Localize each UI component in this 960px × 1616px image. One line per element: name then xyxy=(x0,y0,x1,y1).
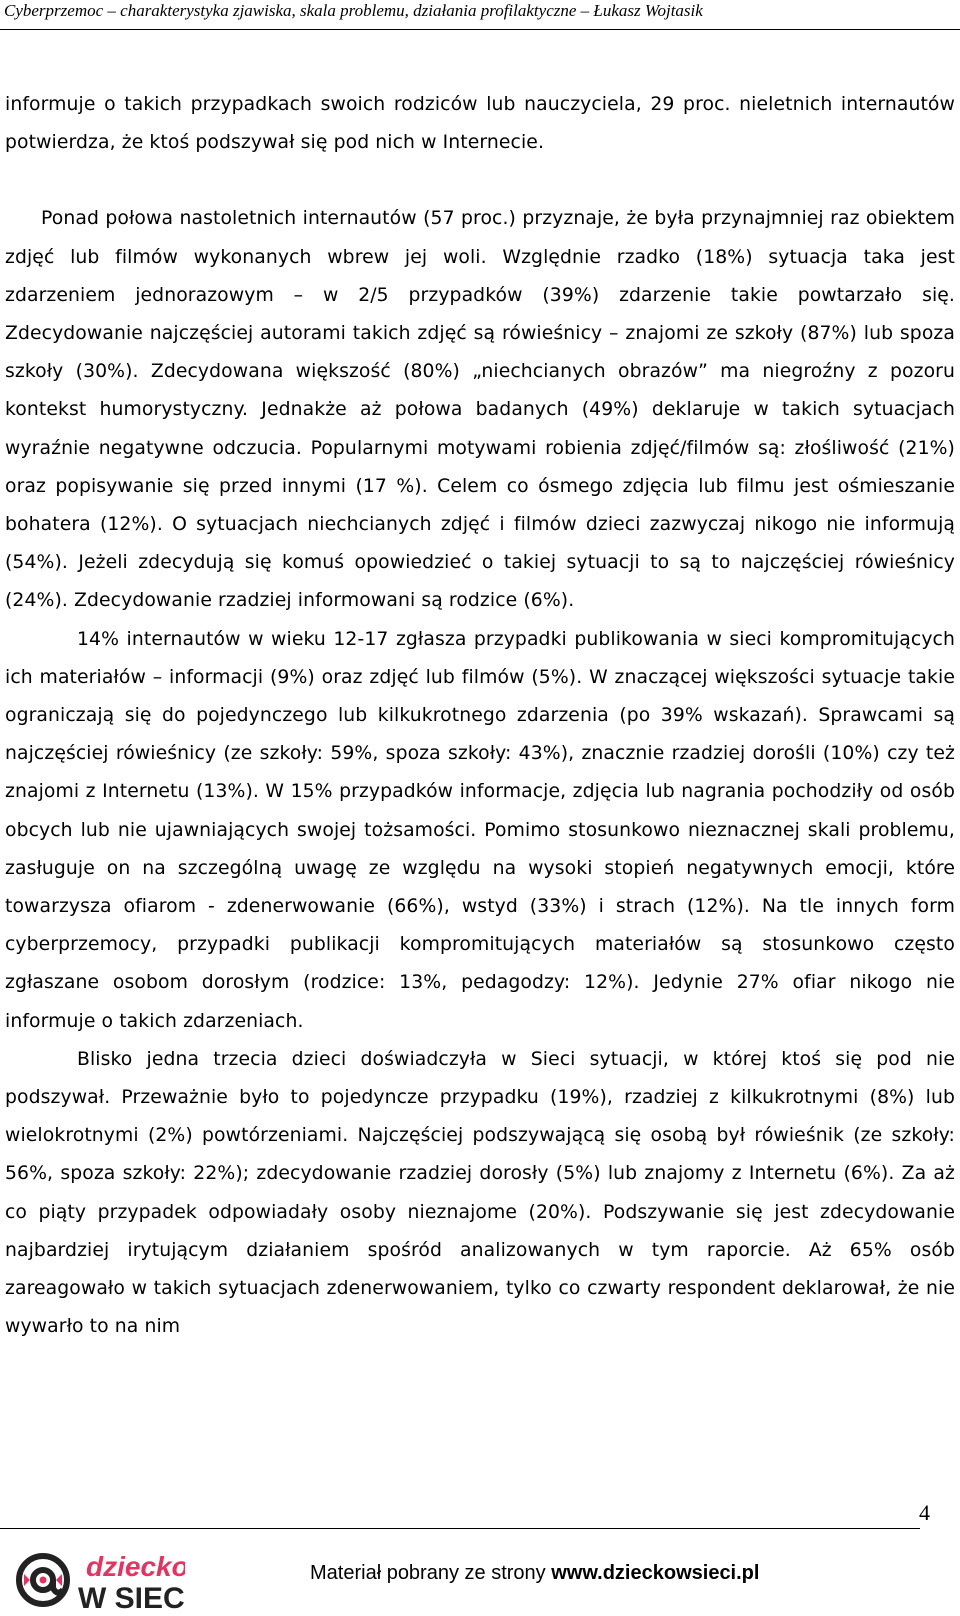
footer-rule xyxy=(0,1528,920,1529)
dziecko-w-sieci-logo xyxy=(10,1546,185,1612)
at-sign-icon xyxy=(19,1556,67,1604)
page-number: 4 xyxy=(919,1500,930,1525)
document-body xyxy=(5,86,955,1347)
logo-wordmark-bottom: W SIECI xyxy=(78,1582,185,1612)
footer-note xyxy=(310,1562,759,1585)
paragraph-gap xyxy=(5,162,955,200)
running-header-title: Cyberprzemoc – charakterystyka zjawiska, skala problemu, działania profilaktyczne – Łukasz Wojtasik xyxy=(4,1,703,20)
header-rule xyxy=(0,29,960,30)
paragraph: Blisko jedna trzecia dzieci doświadczyła w Sieci sytuacji, w której ktoś się pod nie podszywał. Przeważnie było to pojedyncze przypadku (19%), rzadziej z kilkukrotnymi (8%) lub wielokrotnymi (2%) powtórzeniami. Najczęściej podszywającą się osobą był rówieśnik (ze szkoły: 56%, spoza szkoły: 22%); zdecydowanie rzadziej dorosły (5%) lub znajomy z Internetu (6%). Za aż co piąty przypadek odpowiadały osoby nieznajome (20%). Podszywanie się jest zdecydowanie najbardziej irytującym działaniem spośród analizowanych w tym raporcie. Aż 65% osób zareagowało w takich sytuacjach zdenerwowaniem, tylko co czwarty respondent deklarował, że nie wywarło to na nim xyxy=(5,1048,955,1338)
paragraph: Ponad połowa nastoletnich internautów (57 proc.) przyznaje, że była przynajmniej raz obiektem zdjęć lub filmów wykonanych wbrew jej woli. Względnie rzadko (18%) sytuacja taka jest zdarzeniem jednorazowym – w 2/5 przypadków (39%) zdarzenie takie powtarzało się. Zdecydowanie najczęściej autorami takich zdjęć są rówieśnicy – znajomi ze szkoły (87%) lub spoza szkoły (30%). Zdecydowana większość (80%) „niechcianych obrazów” ma niegroźny z pozoru kontekst humorystyczny. Jednakże aż połowa badanych (49%) deklaruje w takich sytuacjach wyraźnie negatywne odczucia. Popularnymi motywami robienia zdjęć/filmów są: złośliwość (21%) oraz popisywanie się przed innymi (17 %). Celem co ósmego zdjęcia lub filmu jest ośmieszanie bohatera (12%). O sytuacjach niechcianych zdjęć i filmów dzieci zazwyczaj nikogo nie informują (54%). Jeżeli zdecydują się komuś opowiedzieć o takiej sytuacji to są to najczęściej rówieśnicy (24%). Zdecydowanie rzadziej informowani są rodzice (6%). xyxy=(5,208,955,612)
footer-note-prefix: Materiał pobrany ze strony xyxy=(310,1562,552,1584)
paragraph: informuje o takich przypadkach swoich rodziców lub nauczyciela, 29 proc. nieletnich internautów potwierdza, że ktoś podszywał się pod nich w Internecie. xyxy=(5,94,955,154)
paragraph: 14% internautów w wieku 12-17 zgłasza przypadki publikowania w sieci kompromitujących ich materiałów – informacji (9%) oraz zdjęć lub filmów (5%). W znaczącej większości sytuacje takie ograniczają się do pojedynczego lub kilkukrotnego zdarzenia (po 39% wskazań). Sprawcami są najczęściej rówieśnicy (ze szkoły: 59%, spoza szkoły: 43%), znacznie rzadziej dorośli (10%) czy też znajomi z Internetu (13%). W 15% przypadków informacje, zdjęcia lub nagrania pochodziły od osób obcych lub nie ujawniających swojej tożsamości. Pomimo stosunkowo nieznacznej skali problemu, zasługuje on na szczególną uwagę ze względu na wysoki stopień negatywnych emocji, które towarzysza ofiarom - zdenerwowanie (66%), wstyd (33%) i strach (12%). Na tle innych form cyberprzemocy, przypadki publikacji kompromitujących materiałów są stosunkowo często zgłaszane osobom dorosłym (rodzice: 13%, pedagodzy: 12%). Jedynie 27% ofiar nikogo nie informuje o takich zdarzeniach. xyxy=(5,628,955,1032)
logo-wordmark-top: dziecko xyxy=(86,1551,185,1582)
footer-url-link[interactable]: www.dzieckowsieci.pl xyxy=(551,1562,760,1584)
